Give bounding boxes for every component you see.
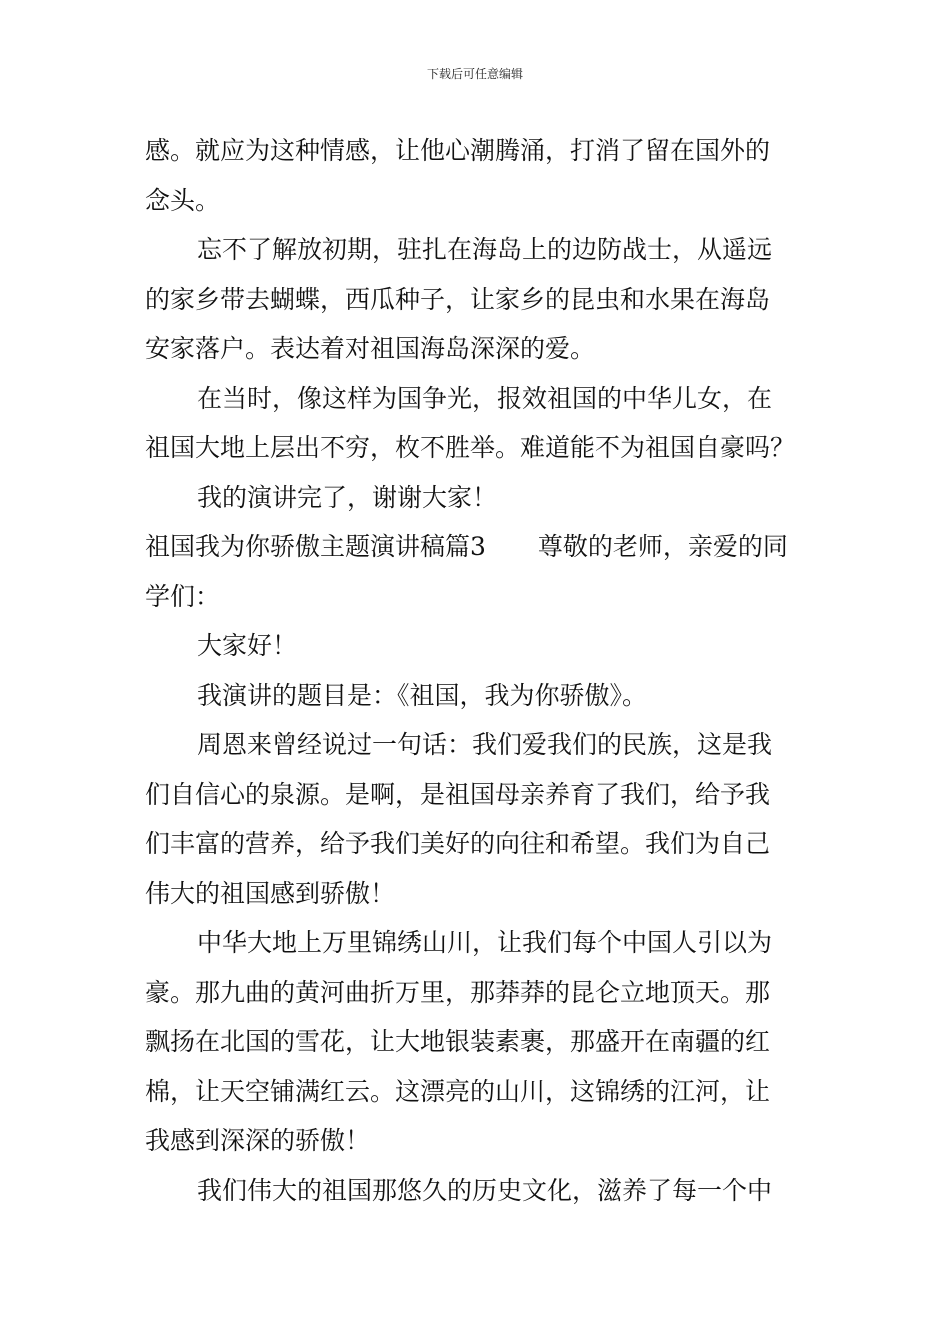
text-line: 学们： (145, 581, 221, 611)
section-heading: 祖国我为你骄傲主题演讲稿篇3 (145, 532, 486, 561)
paragraph-start: 大家好！ (197, 631, 298, 660)
text-line: 的家乡带去蝴蝶，西瓜种子，让家乡的昆虫和水果在海岛 (145, 284, 771, 314)
paragraph-start: 忘不了解放初期，驻扎在海岛上的边防战士，从遥远 (197, 235, 773, 264)
text-line: 飘扬在北国的雪花，让大地银装素裹，那盛开在南疆的红 (145, 1027, 771, 1056)
text-line: 们自信心的泉源。是啊，是祖国母亲养育了我们，给予我 (145, 779, 771, 809)
text-line: 念头。 (145, 185, 221, 215)
salutation: 尊敬的老师，亲爱的同 (537, 532, 788, 561)
text-line: 安家落户。表达着对祖国海岛深深的爱。 (145, 334, 596, 363)
section-heading-line (145, 522, 809, 572)
paragraph-start: 我的演讲完了，谢谢大家！ (197, 482, 498, 512)
text-line: 我感到深深的骄傲！ (145, 1126, 371, 1155)
paragraph-start: 我演讲的题目是：《祖国，我为你骄傲》。 (197, 680, 648, 710)
text-line: 们丰富的营养，给予我们美好的向往和希望。我们为自己 (145, 829, 771, 858)
paragraph-start: 我们伟大的祖国那悠久的历史文化，滋养了每一个中 (197, 1175, 773, 1205)
text-line: 豪。那九曲的黄河曲折万里，那莽莽的昆仑立地顶天。那 (145, 977, 771, 1007)
document-body (145, 126, 809, 1215)
page-header: 下载后可任意编辑 (426, 67, 523, 81)
text-line: 伟大的祖国感到骄傲！ (145, 878, 396, 908)
text-line: 感。就应为这种情感，让他心潮腾涌，打消了留在国外的 (145, 136, 771, 165)
paragraph-start: 在当时，像这样为国争光，报效祖国的中华儿女，在 (197, 383, 773, 413)
paragraph-start: 中华大地上万里锦绣山川，让我们每个中国人引以为 (197, 928, 773, 957)
paragraph-start: 周恩来曾经说过一句话：我们爱我们的民族，这是我 (197, 730, 773, 759)
text-line: 棉，让天空铺满红云。这漂亮的山川，这锦绣的江河，让 (145, 1076, 771, 1106)
text-line: 祖国大地上层出不穷，枚不胜举。难道能不为祖国自豪吗？ (145, 433, 796, 462)
